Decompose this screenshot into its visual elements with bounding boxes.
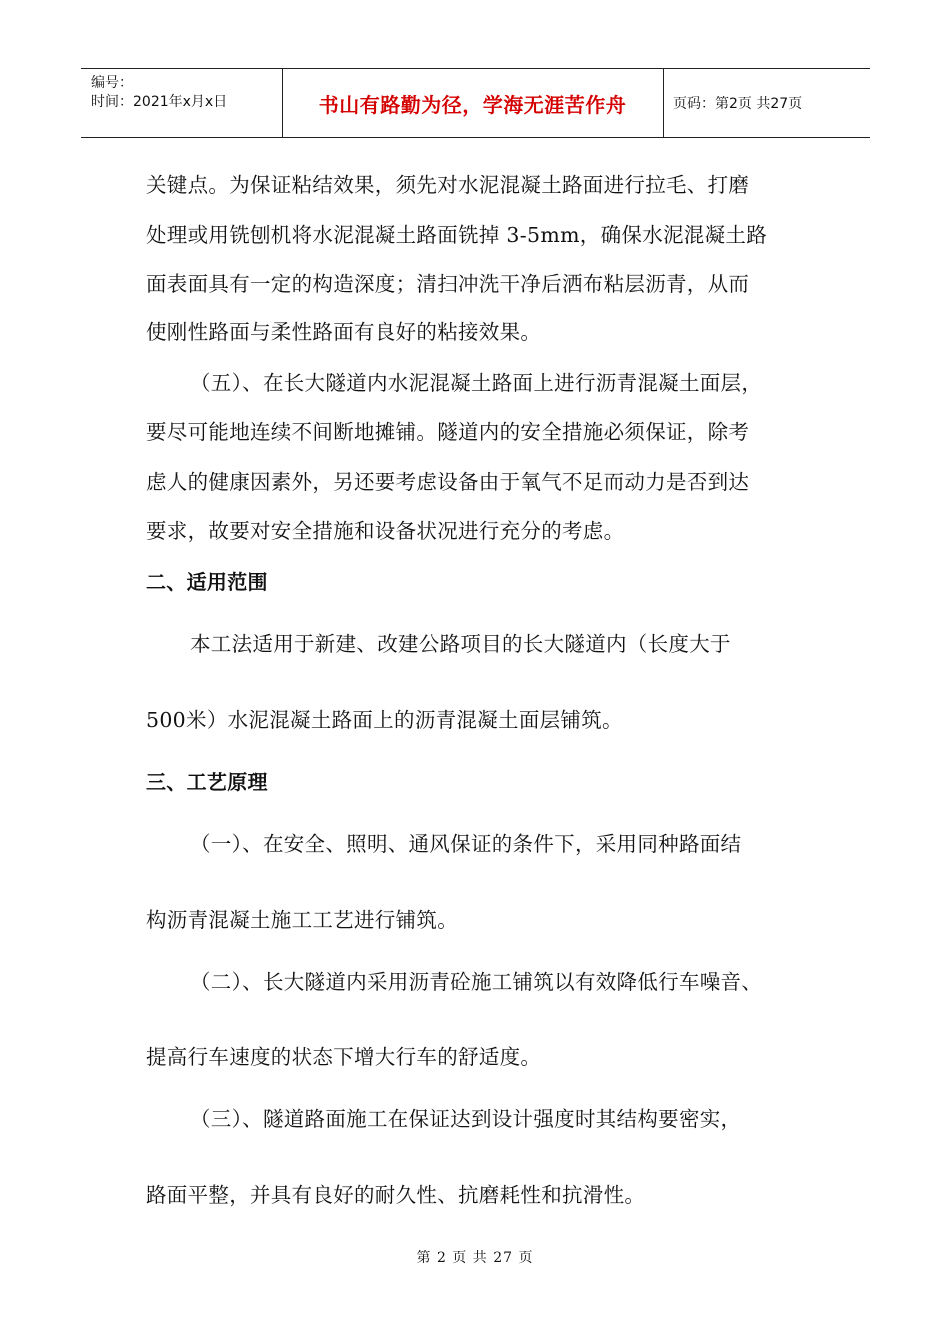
header-motto: 书山有路勤为径，学海无涯苦作舟: [318, 92, 627, 117]
document-date-label: 时间：2021年x月x日: [91, 94, 228, 110]
body-line: 构沥青混凝土施工工艺进行铺筑。: [146, 908, 458, 932]
body-line: （一）、在安全、照明、通风保证的条件下，采用同种路面结: [190, 832, 742, 856]
body-line: （五）、在长大隧道内水泥混凝土路面上进行沥青混凝土面层，: [190, 371, 763, 395]
body-line: 500米）水泥混凝土路面上的沥青混凝土面层铺筑。: [146, 708, 623, 732]
document-number-label: 编号：: [91, 75, 133, 91]
body-line: （三）、隧道路面施工在保证达到设计强度时其结构要密实，: [190, 1107, 742, 1131]
body-line: 虑人的健康因素外，另还要考虑设备由于氧气不足而动力是否到达: [146, 470, 750, 494]
body-line: 要尽可能地连续不间断地摊铺。隧道内的安全措施必须保证，除考: [146, 420, 750, 444]
header-page-info: 页码：第2页 共27页: [673, 96, 803, 112]
section-heading: 三、工艺原理: [146, 770, 268, 794]
section-heading: 二、适用范围: [146, 570, 268, 594]
body-line: 面表面具有一定的构造深度；清扫冲洗干净后洒布粘层沥青，从而: [146, 272, 750, 296]
body-line: 本工法适用于新建、改建公路项目的长大隧道内（长度大于: [190, 632, 731, 656]
body-line: 路面平整，并具有良好的耐久性、抗磨耗性和抗滑性。: [146, 1183, 646, 1207]
body-line: 关键点。为保证粘结效果，须先对水泥混凝土路面进行拉毛、打磨: [146, 173, 750, 197]
body-line: 提高行车速度的状态下增大行车的舒适度。: [146, 1045, 542, 1069]
body-line: 要求，故要对安全措施和设备状况进行充分的考虑。: [146, 519, 625, 543]
body-line: 处理或用铣刨机将水泥混凝土路面铣掉 3-5mm，确保水泥混凝土路: [146, 223, 768, 247]
body-line: （二）、长大隧道内采用沥青砼施工铺筑以有效降低行车噪音、: [190, 970, 763, 994]
page-footer: 第 2 页 共 27 页: [416, 1250, 534, 1266]
body-line: 使刚性路面与柔性路面有良好的粘接效果。: [146, 320, 542, 344]
